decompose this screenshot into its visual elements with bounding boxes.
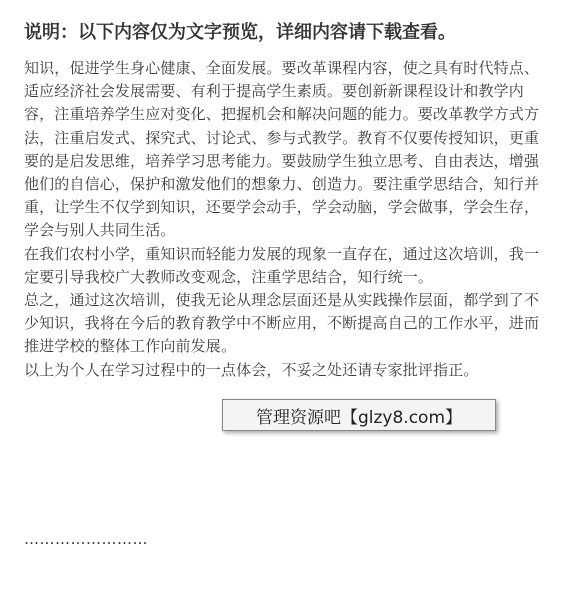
paragraph: 知识，促进学生身心健康、全面发展。要改革课程内容，使之具有时代特点、适应经济社会发展需要、有利于提高学生素质。要创新新课程设计和教学内容，注重培养学生应对变化、把握机会和解决问题的能力。要改革教学方式方法，注重启发式、探究式、讨论式、参与式教学。教育不仅要传授知识，更重要的是启发思维，培养学习思考能力。要鼓励学生独立思考、自由表达，增强他们的自信心，保护和激发他们的想象力、创造力。要注重学思结合，知行并重，让学生不仅学到知识，还要学会动手，学会动脑，学会做事，学会生存，学会与别人共同生活。 <box>24 59 540 240</box>
ellipsis-line: …………………… <box>24 530 148 548</box>
paragraph: 以上为个人在学习过程中的一点体会，不妥之处还请专家批评指正。 <box>24 360 479 379</box>
paragraph: 在我们农村小学，重知识而轻能力发展的现象一直存在，通过这次培训，我一定要引导我校广大教师改变观念，注重学思结合，知行统一。 <box>24 244 540 286</box>
preview-notice: 说明：以下内容仅为文字预览，详细内容请下载查看。 <box>24 22 456 43</box>
paragraph: 总之，通过这次培训，使我无论从理念层面还是从实践操作层面，都学到了不少知识，我将在今后的教育教学中不断应用，不断提高自己的工作水平，进而推进学校的整体工作向前发展。 <box>24 291 540 356</box>
document-body <box>24 57 549 382</box>
watermark-banner <box>222 399 496 431</box>
watermark-text: 管理资源吧【glzy8.com】 <box>255 407 463 428</box>
